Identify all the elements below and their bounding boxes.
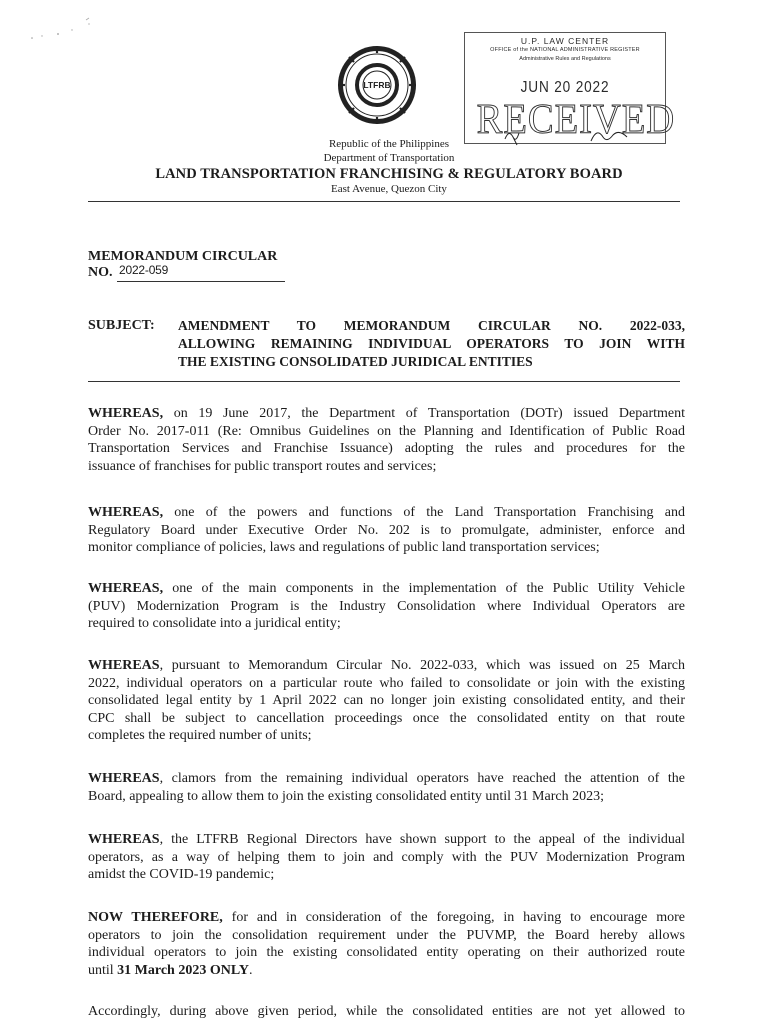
paragraph-whereas-4	[88, 657, 685, 745]
paragraph-line: NOW THEREFORE, for and in consideration of the foregoing, in having to encourage more	[88, 910, 685, 925]
paragraph-whereas-6	[88, 831, 685, 884]
paragraph-line: WHEREAS, pursuant to Memorandum Circular No. 2022-033, which was issued on 25 March	[88, 658, 685, 673]
paragraph-line: (PUV) Modernization Program is the Industry Consolidation where Individual Operators are	[88, 598, 685, 614]
paragraph-line: 2022, individual operators on a particular route who failed to consolidate or join with the existing	[88, 675, 685, 691]
memo-number: 2022-059	[119, 263, 169, 277]
paragraph-line: CPC shall be subject to cancellation proceedings once the consolidated entity on that route	[88, 710, 685, 726]
subject-line-3: THE EXISTING CONSOLIDATED JURIDICAL ENTITIES	[178, 354, 533, 369]
paragraph-line: amidst the COVID-19 pandemic;	[88, 867, 275, 882]
paragraph-line: WHEREAS, the LTFRB Regional Directors have shown support to the appeal of the individual	[88, 832, 685, 847]
paragraph-lead: WHEREAS,	[88, 581, 164, 596]
paragraph-line: completes the required number of units;	[88, 728, 312, 743]
paragraph-line: Regulatory Board under Executive Order No. 202 is to promulgate, administer, enforce and	[88, 522, 685, 538]
paragraph-lead: WHEREAS	[88, 832, 160, 847]
paragraph-line: Order No. 2017-011 (Re: Omnibus Guidelines on the Planning and Identification of Public Road	[88, 423, 685, 439]
paragraph-line: monitor compliance of policies, laws and regulations of public land transportation services;	[88, 540, 600, 555]
paragraph-line: Transportation Services and Franchise Issuance) adopting the rules and procedures for the	[88, 441, 685, 456]
subject-line-2: ALLOWING REMAINING INDIVIDUAL OPERATORS TO JOIN WITH	[178, 336, 685, 351]
paragraph-lead: WHEREAS	[88, 658, 160, 673]
memo-no-label: NO.	[88, 265, 113, 280]
paragraph-line: Board, appealing to allow them to join the existing consolidated entity until 31 March 2023;	[88, 788, 604, 804]
paragraph-whereas-1	[88, 405, 685, 475]
memo-title: MEMORANDUM CIRCULAR	[88, 249, 278, 264]
header-republic: Republic of the Philippines	[328, 138, 450, 150]
paragraph-line: required to consolidate into a juridical entity;	[88, 616, 341, 631]
stamp-received-word: RECEIVED	[476, 97, 676, 143]
paragraph-line: operators, as a way of helping them to join and comply with the PUV Modernization Program	[88, 849, 685, 865]
paragraph-whereas-5	[88, 770, 685, 805]
subject-rule	[88, 381, 680, 382]
paragraph-line: WHEREAS, one of the powers and functions of the Land Transportation Franchising and	[88, 505, 685, 520]
paragraph-line: Accordingly, during above given period, while the consolidated entities are not yet allowed to	[88, 1004, 685, 1019]
paragraph-lead: NOW THEREFORE,	[88, 910, 223, 925]
received-stamp	[464, 32, 676, 144]
paragraph-line: WHEREAS, clamors from the remaining individual operators have reached the attention of the	[88, 771, 685, 786]
ltfrb-seal-logo	[336, 44, 418, 126]
subject-label: SUBJECT:	[88, 318, 155, 333]
paragraph-whereas-3	[88, 580, 685, 633]
seal-label: LTFRB	[363, 80, 391, 90]
paragraph-lead: WHEREAS,	[88, 505, 164, 520]
paragraph-accordingly	[88, 1003, 685, 1021]
header-department: Department of Transportation	[323, 152, 455, 164]
stamp-org: U.P. LAW CENTER	[520, 36, 610, 46]
scan-speck-marks	[28, 16, 98, 46]
deadline-emphasis: 31 March 2023 ONLY	[117, 962, 250, 978]
paragraph-line: until 31 March 2023 ONLY.	[88, 962, 253, 978]
paragraph-whereas-2	[88, 504, 685, 557]
paragraph-lead: WHEREAS,	[88, 406, 164, 421]
header-address: East Avenue, Quezon City	[331, 183, 447, 195]
paragraph-line: operators to join the consolidation requirement under the PUVMP, the Board hereby allows	[88, 927, 685, 943]
header-agency-name: LAND TRANSPORTATION FRANCHISING & REGULATORY BOARD	[155, 166, 623, 182]
memo-number-underline	[117, 281, 285, 282]
stamp-date: JUN 20 2022	[520, 79, 610, 96]
paragraph-line: issuance of franchises for public transport routes and services;	[88, 458, 437, 474]
subject-line-1: AMENDMENT TO MEMORANDUM CIRCULAR NO. 2022-033,	[178, 318, 685, 333]
paragraph-line: individual operators to join the existing consolidated entity operating on their authorized route	[88, 945, 685, 960]
paragraph-now-therefore	[88, 909, 685, 979]
paragraph-line: consolidated legal entity by 1 April 2022 can no longer join existing consolidated entity, and their	[88, 693, 685, 708]
paragraph-lead: WHEREAS	[88, 771, 160, 786]
stamp-office: OFFICE of the NATIONAL ADMINISTRATIVE REGISTER	[490, 47, 640, 53]
paragraph-line: WHEREAS, on 19 June 2017, the Department of Transportation (DOTr) issued Department	[88, 406, 685, 421]
stamp-subtitle: Administrative Rules and Regulations	[519, 56, 611, 62]
paragraph-line: WHEREAS, one of the main components in the implementation of the Public Utility Vehicle	[88, 581, 685, 596]
header-rule	[88, 201, 680, 202]
